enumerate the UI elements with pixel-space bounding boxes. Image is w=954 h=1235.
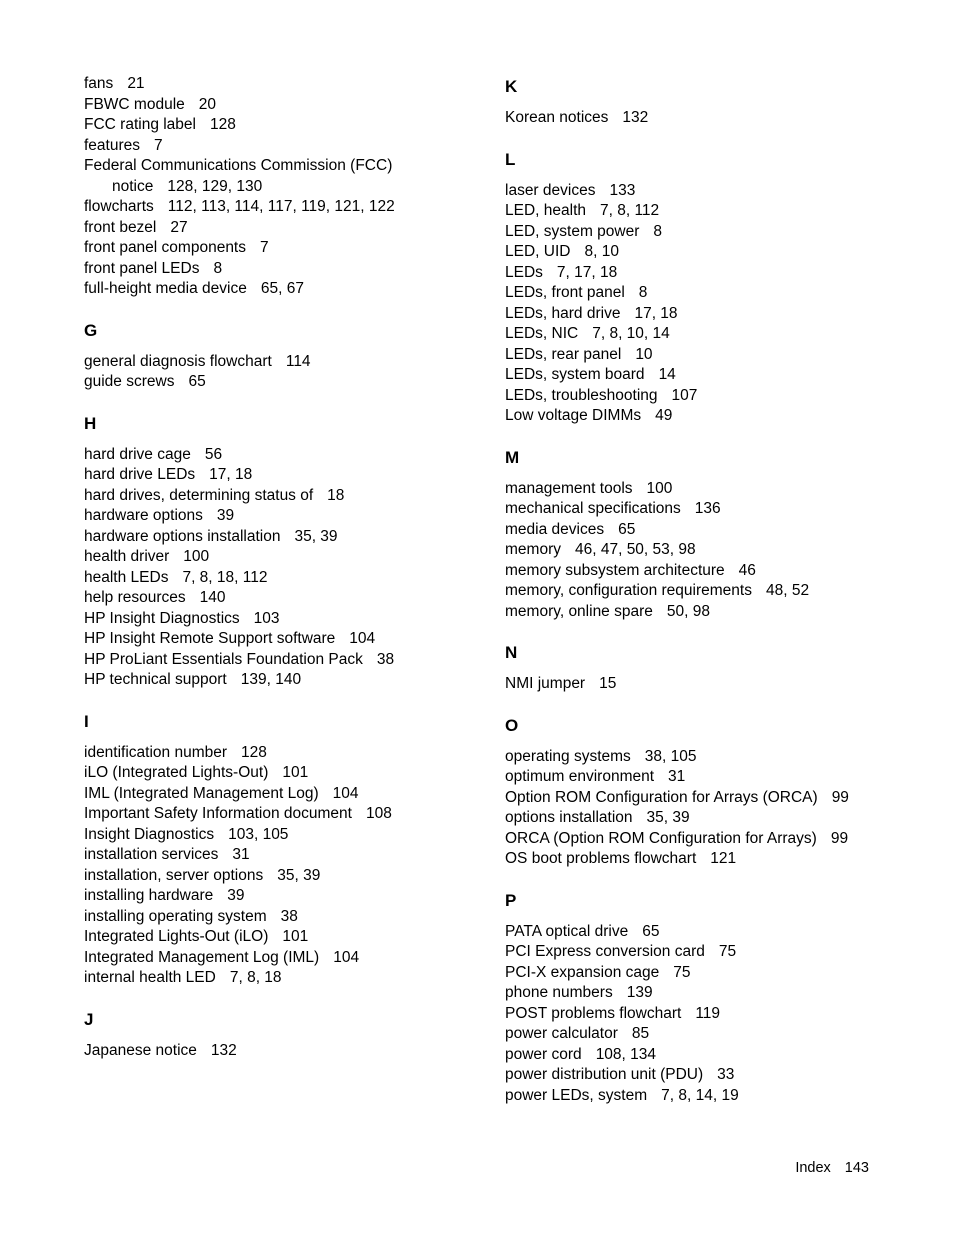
index-entry [84, 506, 484, 527]
index-term: ORCA (Option ROM Configuration for Arrays) [505, 829, 817, 847]
index-entry [505, 581, 905, 602]
index-page-refs[interactable]: 48, 52 [765, 582, 810, 599]
index-page-refs[interactable]: 136 [694, 500, 721, 517]
footer-section-label: Index [795, 1160, 831, 1176]
index-page-refs[interactable]: 8 [213, 259, 223, 277]
index-entry [84, 372, 484, 393]
index-entry [84, 825, 484, 846]
index-term: Federal Communications Commission (FCC) [84, 157, 393, 174]
index-term: Japanese notice [84, 1041, 197, 1059]
index-page-refs[interactable]: 75 [673, 963, 691, 981]
index-page-refs[interactable]: 132 [622, 109, 649, 126]
index-page-refs[interactable]: 107 [671, 386, 698, 404]
index-entry [505, 479, 905, 500]
index-page-refs[interactable]: 100 [183, 548, 210, 565]
index-page-refs[interactable]: 65 [188, 373, 206, 390]
index-letter-heading: K [505, 77, 518, 96]
index-term: OS boot problems flowchart [505, 850, 697, 867]
index-term: IML (Integrated Management Log) [84, 784, 319, 802]
index-right-column [505, 74, 905, 1106]
index-entry [84, 1041, 484, 1062]
index-entry [84, 74, 484, 95]
index-page-refs[interactable]: 14 [658, 366, 676, 383]
index-page-refs[interactable]: 104 [333, 948, 360, 966]
index-letter-heading: G [84, 320, 98, 340]
index-entry [505, 767, 905, 788]
page-footer [795, 1158, 869, 1178]
index-term: installation services [84, 846, 219, 863]
index-letter-heading: O [505, 715, 519, 735]
index-entry [84, 197, 484, 218]
index-page-refs[interactable]: 132 [210, 1041, 237, 1059]
index-term: mechanical specifications [505, 500, 681, 517]
index-entry [505, 942, 905, 963]
index-page-refs[interactable]: 114 [285, 352, 311, 370]
index-page-refs[interactable]: 50, 98 [666, 602, 710, 620]
index-page-refs[interactable]: 8 [653, 222, 663, 240]
index-term: notice [112, 177, 154, 195]
index-term: media devices [505, 520, 605, 538]
index-term: Korean notices [505, 109, 609, 126]
index-page-refs[interactable]: 35, 39 [646, 809, 690, 826]
index-page-refs[interactable]: 10 [635, 345, 653, 363]
index-entry [505, 1045, 905, 1066]
index-page-refs[interactable]: 65, 67 [260, 280, 304, 297]
index-entry [505, 181, 905, 202]
index-term: options installation [505, 809, 633, 826]
index-page-refs[interactable]: 103, 105 [228, 825, 289, 843]
index-term: flowcharts [84, 198, 154, 215]
index-term: LED, system power [505, 222, 640, 240]
index-entry [84, 218, 484, 239]
index-entry [84, 907, 484, 928]
index-entry [505, 283, 905, 304]
index-entry [84, 115, 484, 136]
index-term: memory, online spare [505, 602, 653, 620]
index-entry [505, 922, 905, 943]
index-page-refs[interactable]: 121 [710, 850, 737, 867]
index-entry [84, 804, 484, 825]
index-term: front bezel [84, 218, 157, 236]
index-term: HP ProLiant Essentials Foundation Pack [84, 650, 363, 668]
index-page-refs[interactable]: 140 [199, 589, 226, 606]
index-entry [84, 948, 484, 969]
index-entry [505, 849, 905, 870]
index-term: Option ROM Configuration for Arrays (ORCA) [505, 788, 818, 806]
index-entry [84, 547, 484, 568]
index-entry [84, 629, 484, 650]
index-entry [505, 406, 905, 427]
index-page-refs[interactable]: 112, 113, 114, 117, 119, 121, 122 [167, 198, 395, 215]
index-entry [505, 1024, 905, 1045]
index-term: installing hardware [84, 887, 214, 904]
index-entry [84, 609, 484, 630]
index-entry [505, 747, 905, 768]
index-page-refs[interactable]: 38 [280, 907, 298, 925]
index-page-refs[interactable]: 103 [253, 609, 280, 627]
index-entry [84, 445, 484, 466]
index-term: LEDs, rear panel [505, 345, 622, 363]
index-page-refs[interactable]: 38 [376, 650, 395, 668]
index-term: health LEDs [84, 568, 169, 586]
index-term: hard drive LEDs [84, 466, 196, 483]
index-entry [505, 829, 905, 850]
index-page-refs[interactable]: 104 [332, 784, 359, 802]
index-entry [505, 983, 905, 1004]
index-term: HP Insight Diagnostics [84, 609, 240, 627]
index-entry [84, 968, 484, 989]
index-entry [84, 238, 484, 259]
index-entry [84, 486, 484, 507]
index-page-refs[interactable]: 21 [127, 75, 145, 92]
index-entry [84, 784, 484, 805]
index-term: memory, configuration requirements [505, 582, 752, 599]
index-page-refs[interactable]: 46, 47, 50, 53, 98 [574, 541, 696, 558]
index-term: health driver [84, 548, 170, 565]
index-page-refs[interactable]: 49 [655, 407, 673, 424]
index-term: LEDs, troubleshooting [505, 386, 658, 404]
index-page-refs[interactable]: 7, 8, 18 [229, 969, 282, 986]
index-page-refs[interactable]: 20 [198, 95, 217, 113]
index-page-refs[interactable]: 128 [210, 116, 236, 133]
index-page-refs[interactable]: 56 [204, 445, 223, 463]
index-page-refs[interactable]: 99 [831, 788, 849, 806]
index-page-refs[interactable]: 75 [718, 943, 737, 960]
index-page-refs[interactable]: 7, 17, 18 [556, 263, 618, 281]
index-entry [84, 527, 484, 548]
index-entry [505, 201, 905, 222]
index-term: PCI Express conversion card [505, 943, 705, 960]
index-entry [505, 324, 905, 345]
index-term: front panel LEDs [84, 259, 200, 277]
index-entry [84, 279, 484, 300]
index-page-refs[interactable]: 46 [738, 561, 756, 579]
index-entry [505, 540, 905, 561]
index-entry [505, 808, 905, 829]
index-term: power calculator [505, 1025, 618, 1042]
index-entry [84, 156, 484, 177]
index-page-refs[interactable]: 139 [626, 984, 653, 1001]
index-term: LEDs, hard drive [505, 304, 621, 322]
index-term: full-height media device [84, 280, 247, 297]
index-term: hardware options installation [84, 527, 281, 545]
index-page-refs[interactable]: 65 [642, 922, 660, 940]
index-entry [505, 1004, 905, 1025]
index-letter-heading: I [84, 711, 89, 731]
index-page-refs[interactable]: 7 [154, 136, 163, 154]
index-page-refs[interactable]: 101 [282, 764, 309, 781]
index-term: fans [84, 75, 114, 92]
index-page-refs[interactable]: 35, 39 [277, 866, 321, 884]
index-entry [84, 670, 484, 691]
index-term: LED, UID [505, 243, 571, 260]
index-entry [505, 365, 905, 386]
index-entry [505, 561, 905, 582]
index-term: phone numbers [505, 984, 613, 1001]
index-page-refs[interactable]: 65 [618, 520, 636, 538]
index-term: LEDs, system board [505, 366, 645, 383]
index-term: guide screws [84, 373, 175, 390]
index-term: Low voltage DIMMs [505, 407, 642, 424]
index-term: LEDs [505, 263, 543, 281]
index-entry [505, 1086, 905, 1107]
index-term: Integrated Management Log (IML) [84, 948, 320, 966]
index-left-column [84, 74, 484, 1061]
index-entry [505, 788, 905, 809]
index-entry [84, 763, 484, 784]
index-term: Important Safety Information document [84, 805, 352, 822]
index-page-refs[interactable]: 7, 8, 14, 19 [661, 1086, 739, 1104]
index-term: general diagnosis flowchart [84, 352, 272, 370]
index-term: LEDs, front panel [505, 284, 625, 301]
index-term: power distribution unit (PDU) [505, 1066, 704, 1083]
index-term: help resources [84, 589, 186, 606]
index-term: hard drives, determining status of [84, 486, 314, 504]
index-entry [505, 263, 905, 284]
index-term: FBWC module [84, 95, 185, 113]
index-page-refs[interactable]: 128, 129, 130 [167, 177, 263, 195]
index-page-refs[interactable]: 99 [830, 829, 849, 847]
index-page-refs[interactable]: 35, 39 [294, 527, 338, 545]
index-term: power LEDs, system [505, 1086, 648, 1104]
index-entry [505, 963, 905, 984]
index-term: PATA optical drive [505, 922, 629, 940]
index-term: optimum environment [505, 768, 655, 785]
index-page-refs[interactable]: 133 [609, 181, 636, 199]
index-term: Integrated Lights-Out (iLO) [84, 928, 269, 945]
index-page-refs[interactable]: 108 [365, 805, 392, 822]
index-page-refs[interactable]: 8, 10 [584, 243, 619, 260]
index-letter-heading: P [505, 890, 517, 910]
index-term: iLO (Integrated Lights-Out) [84, 764, 269, 781]
index-page-refs[interactable]: 100 [646, 479, 673, 497]
index-term: hard drive cage [84, 445, 191, 463]
index-entry [84, 927, 484, 948]
index-letter-heading: N [505, 643, 518, 662]
index-term: identification number [84, 743, 228, 761]
index-page-refs[interactable]: 18 [327, 486, 345, 504]
index-letter-heading: M [505, 447, 520, 467]
index-term: laser devices [505, 181, 596, 199]
index-page-refs[interactable]: 31 [232, 846, 250, 863]
index-term: installation, server options [84, 866, 264, 884]
index-entry [84, 136, 484, 157]
index-term: management tools [505, 479, 633, 497]
index-entry [505, 345, 905, 366]
index-entry [84, 465, 484, 486]
index-entry [84, 95, 484, 116]
index-term: Insight Diagnostics [84, 825, 215, 843]
index-letter-heading: L [505, 149, 516, 169]
index-letter-heading: H [84, 413, 97, 433]
index-entry [505, 242, 905, 263]
index-entry [84, 259, 484, 280]
index-page-refs[interactable]: 17, 18 [634, 304, 678, 322]
index-entry [505, 674, 905, 695]
index-term: POST problems flowchart [505, 1004, 682, 1022]
index-page-refs[interactable]: 7, 8, 10, 14 [592, 325, 670, 342]
index-term: NMI jumper [505, 675, 586, 692]
index-page-refs[interactable]: 17, 18 [209, 466, 253, 483]
index-entry [505, 520, 905, 541]
index-entry [505, 602, 905, 623]
index-page-refs[interactable]: 27 [170, 218, 188, 236]
index-entry [84, 568, 484, 589]
index-entry [505, 222, 905, 243]
index-term: HP Insight Remote Support software [84, 630, 336, 647]
index-page-refs[interactable]: 7 [260, 239, 269, 256]
index-page-refs[interactable]: 7, 8, 112 [600, 202, 660, 219]
index-entry [84, 845, 484, 866]
index-entry [505, 499, 905, 520]
index-term: HP technical support [84, 671, 227, 688]
index-page-refs[interactable]: 38, 105 [644, 747, 697, 765]
index-term: FCC rating label [84, 116, 196, 133]
index-term: hardware options [84, 507, 203, 524]
index-entry [505, 304, 905, 325]
index-entry [84, 588, 484, 609]
index-page-refs[interactable]: 85 [631, 1025, 650, 1042]
index-entry [84, 866, 484, 887]
index-entry [505, 1065, 905, 1086]
index-page-refs[interactable]: 139, 140 [240, 671, 302, 688]
index-term: installing operating system [84, 907, 267, 925]
index-entry [84, 650, 484, 671]
index-term: internal health LED [84, 969, 216, 986]
index-page-refs[interactable]: 128 [241, 743, 267, 761]
index-entry [84, 352, 484, 373]
index-letter-heading: J [84, 1009, 94, 1029]
index-page-refs[interactable]: 33 [717, 1066, 735, 1083]
index-term: front panel components [84, 239, 246, 256]
index-term: LEDs, NIC [505, 325, 579, 342]
index-page-refs[interactable]: 15 [599, 675, 617, 692]
index-term: power cord [505, 1045, 582, 1063]
index-entry [505, 108, 905, 129]
index-entry [84, 886, 484, 907]
index-page-refs[interactable]: 108, 134 [595, 1045, 657, 1063]
index-page-refs[interactable]: 39 [227, 887, 245, 904]
index-page-refs[interactable]: 39 [216, 507, 235, 524]
index-term: LED, health [505, 202, 586, 219]
footer-page-number: 143 [844, 1160, 869, 1176]
index-page-refs[interactable]: 7, 8, 18, 112 [182, 568, 268, 586]
index-page-refs[interactable]: 8 [638, 284, 648, 301]
index-term: operating systems [505, 747, 631, 765]
index-entry-continuation [84, 177, 484, 198]
index-page-refs[interactable]: 31 [668, 768, 686, 785]
index-term: features [84, 136, 141, 154]
index-entry [84, 743, 484, 764]
index-page-refs[interactable]: 104 [349, 630, 376, 647]
index-term: memory [505, 541, 561, 558]
index-term: memory subsystem architecture [505, 561, 725, 579]
index-term: PCI-X expansion cage [505, 963, 660, 981]
index-page-refs[interactable]: 101 [282, 928, 309, 945]
index-page-refs[interactable]: 119 [695, 1004, 721, 1022]
index-entry [505, 386, 905, 407]
